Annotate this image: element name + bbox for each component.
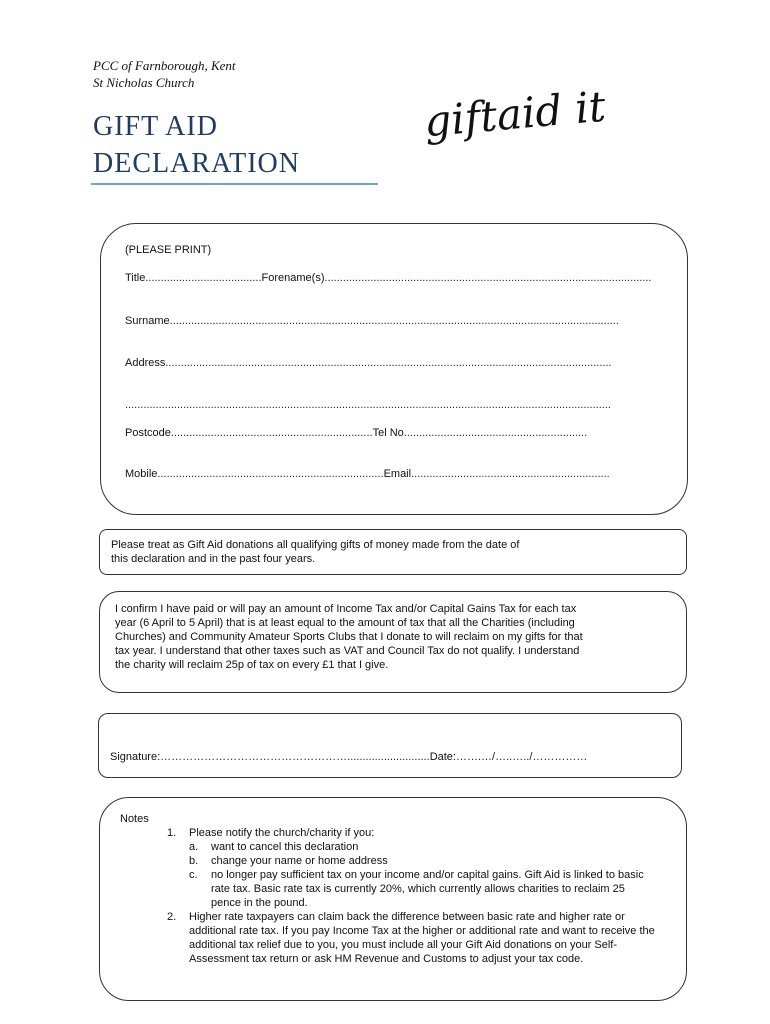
note-2-number: 2. [167, 911, 177, 923]
surname-label: Surname [125, 315, 170, 327]
address-row [125, 357, 673, 369]
address-label: Address [125, 357, 166, 369]
title-forename-row [125, 272, 675, 284]
signature-field[interactable]: ……………………………………………........................... [160, 751, 430, 763]
confirmation-line1: I confirm I have paid or will pay an amount of Income Tax and/or Capital Gains Tax for each tax [115, 603, 577, 615]
treatment-line1: Please treat as Gift Aid donations all qualifying gifts of money made from the date of [111, 539, 520, 551]
note-1b-letter: b. [189, 855, 199, 867]
gift-aid-treatment-text [111, 538, 681, 566]
page-title-line2: DECLARATION [93, 148, 300, 179]
note-1b-text: change your name or home address [211, 855, 388, 867]
notes-heading: Notes [120, 813, 149, 825]
date-label: Date: [429, 751, 456, 763]
mobile-email-row [125, 468, 673, 480]
address-line2-field[interactable]: ............................................................................................................................................................... [125, 399, 611, 411]
confirmation-line4: tax year. I understand that other taxes such as VAT and Council Tax do not qualify. I understand [115, 645, 580, 657]
email-label: Email [383, 468, 412, 480]
note-2-text: Higher rate taxpayers can claim back the difference between basic rate and higher rate or additional rate tax. If you pay Income Tax at the higher or additional rate and want to receive the additional tax relief due to you, you must include all your Gift Aid donations on your Self-Assessment tax return or ask HM Revenue and Customs to adjust your tax code. [189, 911, 655, 965]
confirmation-line3: Churches) and Community Amateur Sports Clubs that I donate to will reclaim on my gifts for that [115, 631, 583, 643]
church-name: St Nicholas Church [93, 75, 195, 90]
surname-field[interactable]: ................................................................................................................................................... [169, 315, 619, 327]
address-field[interactable]: .................................................................................................................................................. [165, 357, 612, 369]
signature-box [98, 713, 682, 778]
title-label: Title [125, 272, 146, 284]
note-item-1 [167, 826, 667, 910]
note-1a-letter: a. [189, 841, 199, 853]
postcode-field[interactable]: .................................................................. [170, 427, 373, 439]
organisation-name: PCC of Farnborough, Kent [93, 58, 236, 73]
title-field[interactable]: ...................................... [145, 272, 262, 284]
note-1a [189, 840, 667, 854]
mobile-field[interactable]: .......................................................................... [157, 468, 384, 480]
address-line2-row [125, 399, 673, 411]
note-1b [189, 854, 667, 868]
confirmation-line2: year (6 April to 5 April) that is at least equal to the amount of tax that all the Charities (including [115, 617, 575, 629]
tel-field[interactable]: ........................................................... [406, 427, 588, 439]
page-title-line1: GIFT AID [93, 111, 218, 142]
note-1c-text: no longer pay sufficient tax on your income and/or capital gains. Gift Aid is linked to basic rate tax. Basic rate tax is currently 20%, which currently allows charities to reclaim 25 pence in the pound. [211, 869, 644, 909]
giftaid-logo-text: giftaid it [422, 81, 608, 147]
tel-label: Tel No. [372, 427, 407, 439]
mobile-label: Mobile [125, 468, 158, 480]
page-title [93, 108, 300, 182]
tax-confirmation-text [115, 602, 683, 672]
forename-label: Forename(s) [261, 272, 325, 284]
please-print-label: (PLEASE PRINT) [125, 244, 212, 256]
email-field[interactable]: ................................................................. [411, 468, 610, 480]
surname-row [125, 315, 673, 327]
confirmation-line5: the charity will reclaim 25p of tax on every £1 that I give. [115, 659, 389, 671]
forename-field[interactable]: ........................................................................................................... [324, 272, 652, 284]
date-field[interactable]: …….…/…..…../…………… [455, 751, 588, 763]
signature-date-row [110, 751, 675, 763]
note-item-2 [167, 910, 661, 966]
giftaid-it-logo [420, 78, 620, 148]
title-underline [91, 183, 378, 185]
treatment-line2: this declaration and in the past four years. [111, 553, 316, 565]
postcode-label: Postcode [125, 427, 171, 439]
note-1c [189, 868, 651, 910]
note-1c-letter: c. [189, 869, 198, 881]
postcode-tel-row [125, 427, 673, 439]
note-1a-text: want to cancel this declaration [211, 841, 359, 853]
notes-list [167, 826, 667, 966]
note-1-number: 1. [167, 827, 177, 839]
signature-label: Signature: [110, 751, 161, 763]
note-1-text: Please notify the church/charity if you: [189, 827, 375, 839]
